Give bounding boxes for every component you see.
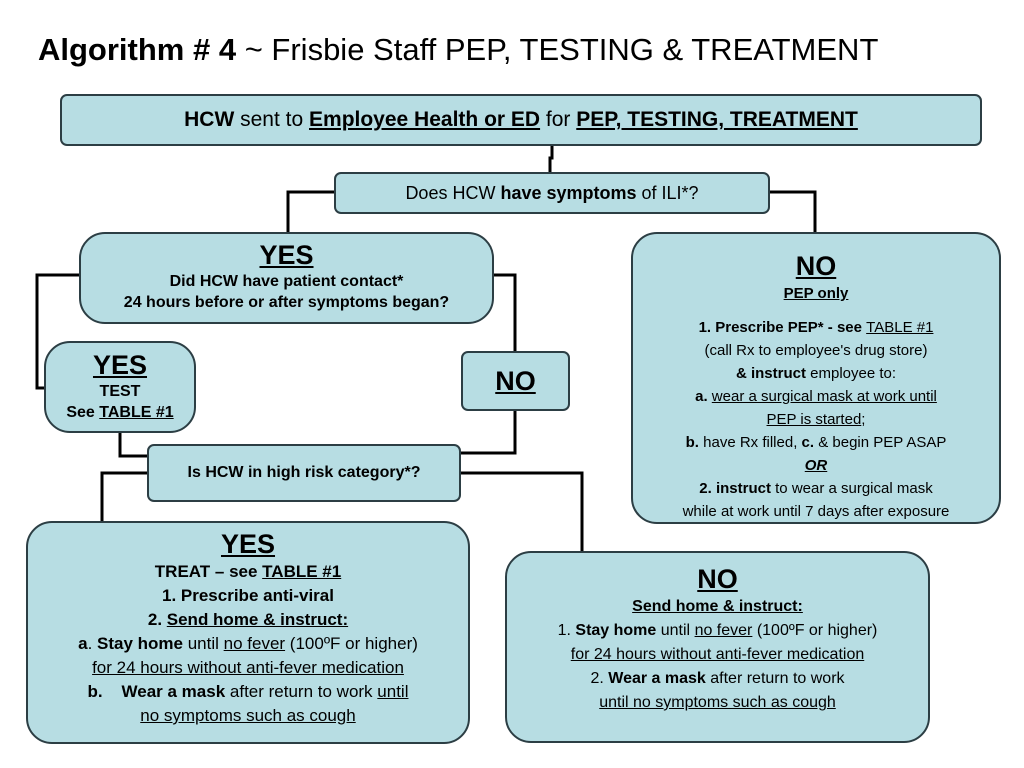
no-pep-l7-rest: to wear a surgical mask: [770, 480, 933, 497]
yes-contact-line2: 24 hours before or after symptoms began?: [123, 294, 450, 311]
no-pep-l7-bold: 2. instruct: [699, 480, 771, 497]
no-pep-l3-bold: & instruct: [735, 365, 806, 382]
title-rest: ~ Frisbie Staff PEP, TESTING & TREATMENT: [236, 32, 879, 67]
no-pep-l1: 1. Prescribe PEP* - see: [698, 319, 867, 336]
start-purpose: PEP, TESTING, TREATMENT: [576, 108, 858, 131]
no-pep-l6-end: & begin PEP ASAP: [814, 434, 947, 451]
no-pep-l5-rest: ;: [861, 411, 866, 428]
risk-question-text: Is HCW in high risk category*?: [187, 464, 421, 481]
no-home-box: [505, 551, 930, 743]
yes-treat-l4-dot: .: [87, 634, 98, 653]
yes-treat-l1: TREAT – see: [154, 562, 263, 581]
yes-treat-l7: no symptoms such as cough: [140, 706, 356, 725]
no-home-l1-bold: Stay home: [575, 622, 657, 639]
no-pep-box: [631, 232, 1001, 524]
no-pep-l6-b: b.: [685, 434, 699, 451]
start-box: [60, 94, 982, 146]
no-home-l1-u: no fever: [694, 622, 753, 639]
no-home-l4: until no symptoms such as cough: [599, 694, 836, 711]
connector-risk-to-yes: [102, 473, 147, 521]
no-home-l1-end: (100ºF or higher): [752, 622, 878, 639]
no-pep-l6-c: c.: [801, 434, 815, 451]
no-pep-l4-a: a.: [695, 388, 708, 405]
no-contact-box: [461, 351, 570, 411]
yes-contact-heading: YES: [259, 240, 314, 270]
symptoms-post: of ILI*?: [636, 183, 699, 203]
yes-treat-box: [26, 521, 470, 744]
start-for: for: [540, 108, 577, 131]
yes-contact-box: [79, 232, 494, 324]
yes-treat-l6-b: b. Wear a mask: [87, 682, 226, 701]
no-home-heading: NO: [697, 564, 738, 594]
yes-treat-l6-mid: after return to work: [225, 682, 378, 701]
yes-treat-l1-table: TABLE #1: [262, 562, 342, 581]
yes-treat-l5: for 24 hours without anti-fever medication: [92, 658, 404, 677]
yes-treat-l4-end: (100ºF or higher): [285, 634, 418, 653]
yes-test-box: [44, 341, 196, 433]
yes-treat-l4-bold: Stay home: [97, 634, 183, 653]
yes-treat-l2: 1. Prescribe anti-viral: [162, 586, 334, 605]
connector-top-to-symptoms: [550, 146, 552, 172]
yes-treat-l3-pre: 2.: [147, 610, 167, 629]
yes-treat-l3: Send home & instruct:: [166, 610, 349, 629]
no-pep-l1-table: TABLE #1: [866, 319, 934, 336]
no-contact-heading: NO: [495, 366, 536, 396]
yes-treat-l4-until: until: [183, 634, 224, 653]
yes-treat-l4-a: a: [78, 634, 88, 653]
no-pep-l4: wear a surgical mask at work until: [711, 388, 937, 405]
connector-test-to-risk: [120, 433, 147, 456]
title-bold: Algorithm # 4: [38, 32, 237, 67]
no-pep-l3-rest: employee to:: [805, 365, 897, 382]
no-pep-sub: PEP only: [783, 285, 849, 302]
no-home-l3-num: 2.: [590, 670, 609, 687]
no-home-l3-bold: Wear a mask: [608, 670, 706, 687]
no-pep-l5: PEP is started: [766, 411, 862, 428]
no-pep-or: OR: [804, 457, 828, 474]
yes-test-table: TABLE #1: [99, 404, 174, 421]
no-home-l2: for 24 hours without anti-fever medication: [570, 646, 865, 663]
connector-risk-to-no: [461, 473, 582, 551]
symptoms-bold: have symptoms: [500, 183, 637, 203]
yes-treat-l4-u: no fever: [223, 634, 286, 653]
connector-no-to-risk: [461, 411, 515, 453]
yes-contact-line1: Did HCW have patient contact*: [169, 273, 404, 290]
start-hcw: HCW: [184, 108, 235, 131]
no-home-l1-until: until: [656, 622, 695, 639]
yes-treat-l6-u: until: [377, 682, 409, 701]
yes-test-see: See: [66, 404, 100, 421]
yes-test-line1: TEST: [99, 383, 141, 400]
start-sent-to: sent to: [234, 108, 310, 131]
no-home-sub: Send home & instruct:: [632, 598, 803, 615]
yes-treat-heading: YES: [220, 529, 276, 559]
risk-question-box: [147, 444, 461, 502]
no-pep-heading: NO: [795, 251, 837, 281]
no-pep-l2: (call Rx to employee's drug store): [704, 342, 928, 359]
no-pep-l6-mid: have Rx filled,: [698, 434, 802, 451]
symptoms-question-box: [334, 172, 770, 214]
no-home-l1-num: 1.: [557, 622, 576, 639]
start-destination: Employee Health or ED: [309, 108, 541, 131]
connector-contact-to-no: [494, 275, 515, 351]
yes-test-heading: YES: [92, 350, 148, 380]
connector-symptoms-to-yes: [288, 192, 334, 232]
connector-symptoms-to-no: [770, 192, 815, 232]
no-pep-l8: while at work until 7 days after exposure: [682, 503, 950, 520]
no-home-l3-rest: after return to work: [705, 670, 845, 687]
symptoms-pre: Does HCW: [405, 183, 501, 203]
